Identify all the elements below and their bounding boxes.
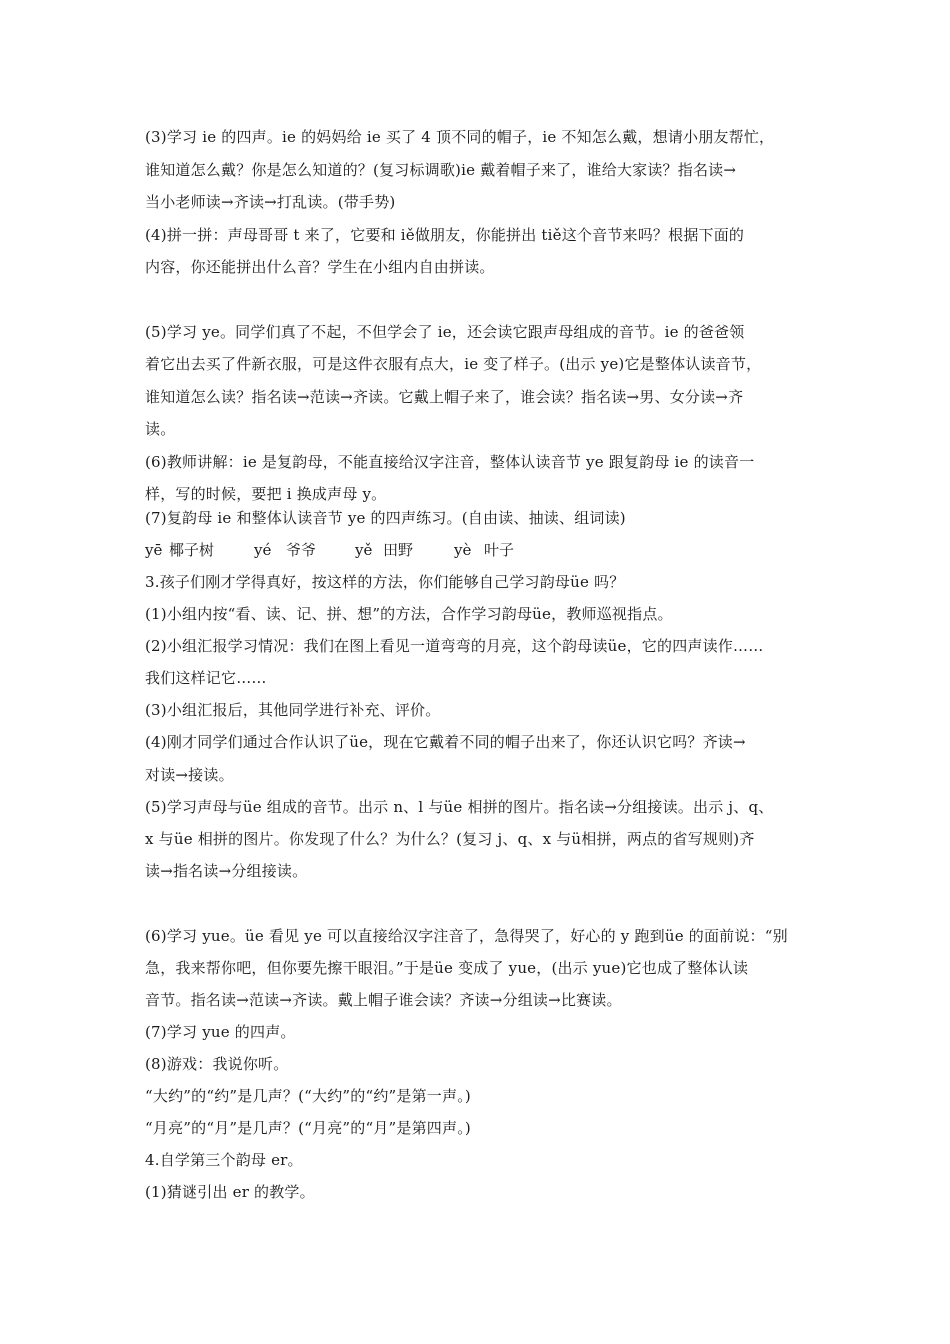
pinyin-syllable: yē [145, 541, 163, 559]
text-line: 对读→接读。 [145, 766, 234, 784]
text-line: (5)学习声母与üe 组成的音节。出示 n、l 与üe 相拼的图片。指名读→分组接读。出示 j、q、 [145, 798, 774, 816]
pinyin-syllable: yé [254, 541, 272, 559]
text-line: 3.孩子们刚才学得真好，按这样的方法，你们能够自己学习韵母üe 吗？ [145, 573, 625, 591]
text-line: (6)教师讲解：ie 是复韵母，不能直接给汉字注音，整体认读音节 ye 跟复韵母 ie 的读音一 [145, 453, 755, 471]
text-line: 急，我来帮你吧，但你要先擦干眼泪。”于是üe 变成了 yue，(出示 yue)它也成了整体认读 [145, 959, 749, 977]
text-line: 样，写的时候，要把 i 换成声母 y。 [145, 485, 387, 503]
text-line: 谁知道怎么戴？你是怎么知道的？(复习标调歌)ie 戴着帽子来了，谁给大家读？指名读→ [145, 161, 737, 179]
pinyin-word: 椰子树 [169, 541, 215, 559]
text-line: 我们这样记它…… [145, 669, 267, 687]
text-line: (7)学习 yue 的四声。 [145, 1023, 296, 1041]
text-line: (4)刚才同学们通过合作认识了üe，现在它戴着不同的帽子出来了，你还认识它吗？齐读→ [145, 733, 746, 751]
text-line: 读。 [145, 420, 176, 438]
text-line: (2)小组汇报学习情况：我们在图上看见一道弯弯的月亮，这个韵母读üe，它的四声读作…… [145, 637, 764, 655]
text-line: (5)学习 ye。同学们真了不起，不但学会了 ie，还会读它跟声母组成的音节。ie 的爸爸领 [145, 323, 745, 341]
text-line: 4.自学第三个韵母 er。 [145, 1151, 303, 1169]
text-line: “大约”的“约”是几声？(“大约”的“约”是第一声。) [145, 1087, 471, 1105]
text-line: 当小老师读→齐读→打乱读。(带手势) [145, 193, 396, 211]
pinyin-word: 叶子 [484, 541, 515, 559]
pinyin-word: 田野 [383, 541, 414, 559]
text-line: (1)小组内按“看、读、记、拼、想”的方法，合作学习韵母üe，教师巡视指点。 [145, 605, 673, 623]
text-line: 读→指名读→分组接读。 [145, 862, 308, 880]
pinyin-practice-row [145, 540, 745, 560]
pinyin-syllable: yè [454, 541, 472, 559]
text-line: (7)复韵母 ie 和整体认读音节 ye 的四声练习。(自由读、抽读、组词读) [145, 509, 626, 527]
pinyin-syllable: yě [355, 541, 373, 559]
text-line: (1)猜谜引出 er 的教学。 [145, 1183, 315, 1201]
text-line: (4)拼一拼：声母哥哥 t 来了，它要和 iě做朋友，你能拼出 tiě这个音节来吗？根据下面的 [145, 226, 745, 244]
text-line: 音节。指名读→范读→齐读。戴上帽子谁会读？齐读→分组读→比赛读。 [145, 991, 622, 1009]
text-line: x 与üe 相拼的图片。你发现了什么？为什么？(复习 j、q、x 与ü相拼，两点的省写规则)齐 [145, 830, 755, 848]
text-line: “月亮”的“月”是几声？(“月亮”的“月”是第四声。) [145, 1119, 471, 1137]
text-line: (3)学习 ie 的四声。ie 的妈妈给 ie 买了 4 顶不同的帽子，ie 不知怎么戴，想请小朋友帮忙， [145, 128, 775, 146]
text-line: 着它出去买了件新衣服，可是这件衣服有点大，ie 变了样子。(出示 ye)它是整体认读音节， [145, 355, 762, 373]
pinyin-word: 爷爷 [286, 541, 317, 559]
text-line: (3)小组汇报后，其他同学进行补充、评价。 [145, 701, 441, 719]
text-line: (6)学习 yue。üe 看见 ye 可以直接给汉字注音了，急得哭了，好心的 y 跑到üe 的面前说：“别 [145, 927, 788, 945]
text-line: 内容，你还能拼出什么音？学生在小组内自由拼读。 [145, 258, 495, 276]
text-line: (8)游戏：我说你听。 [145, 1055, 289, 1073]
text-line: 谁知道怎么读？指名读→范读→齐读。它戴上帽子来了，谁会读？指名读→男、女分读→齐 [145, 388, 744, 406]
